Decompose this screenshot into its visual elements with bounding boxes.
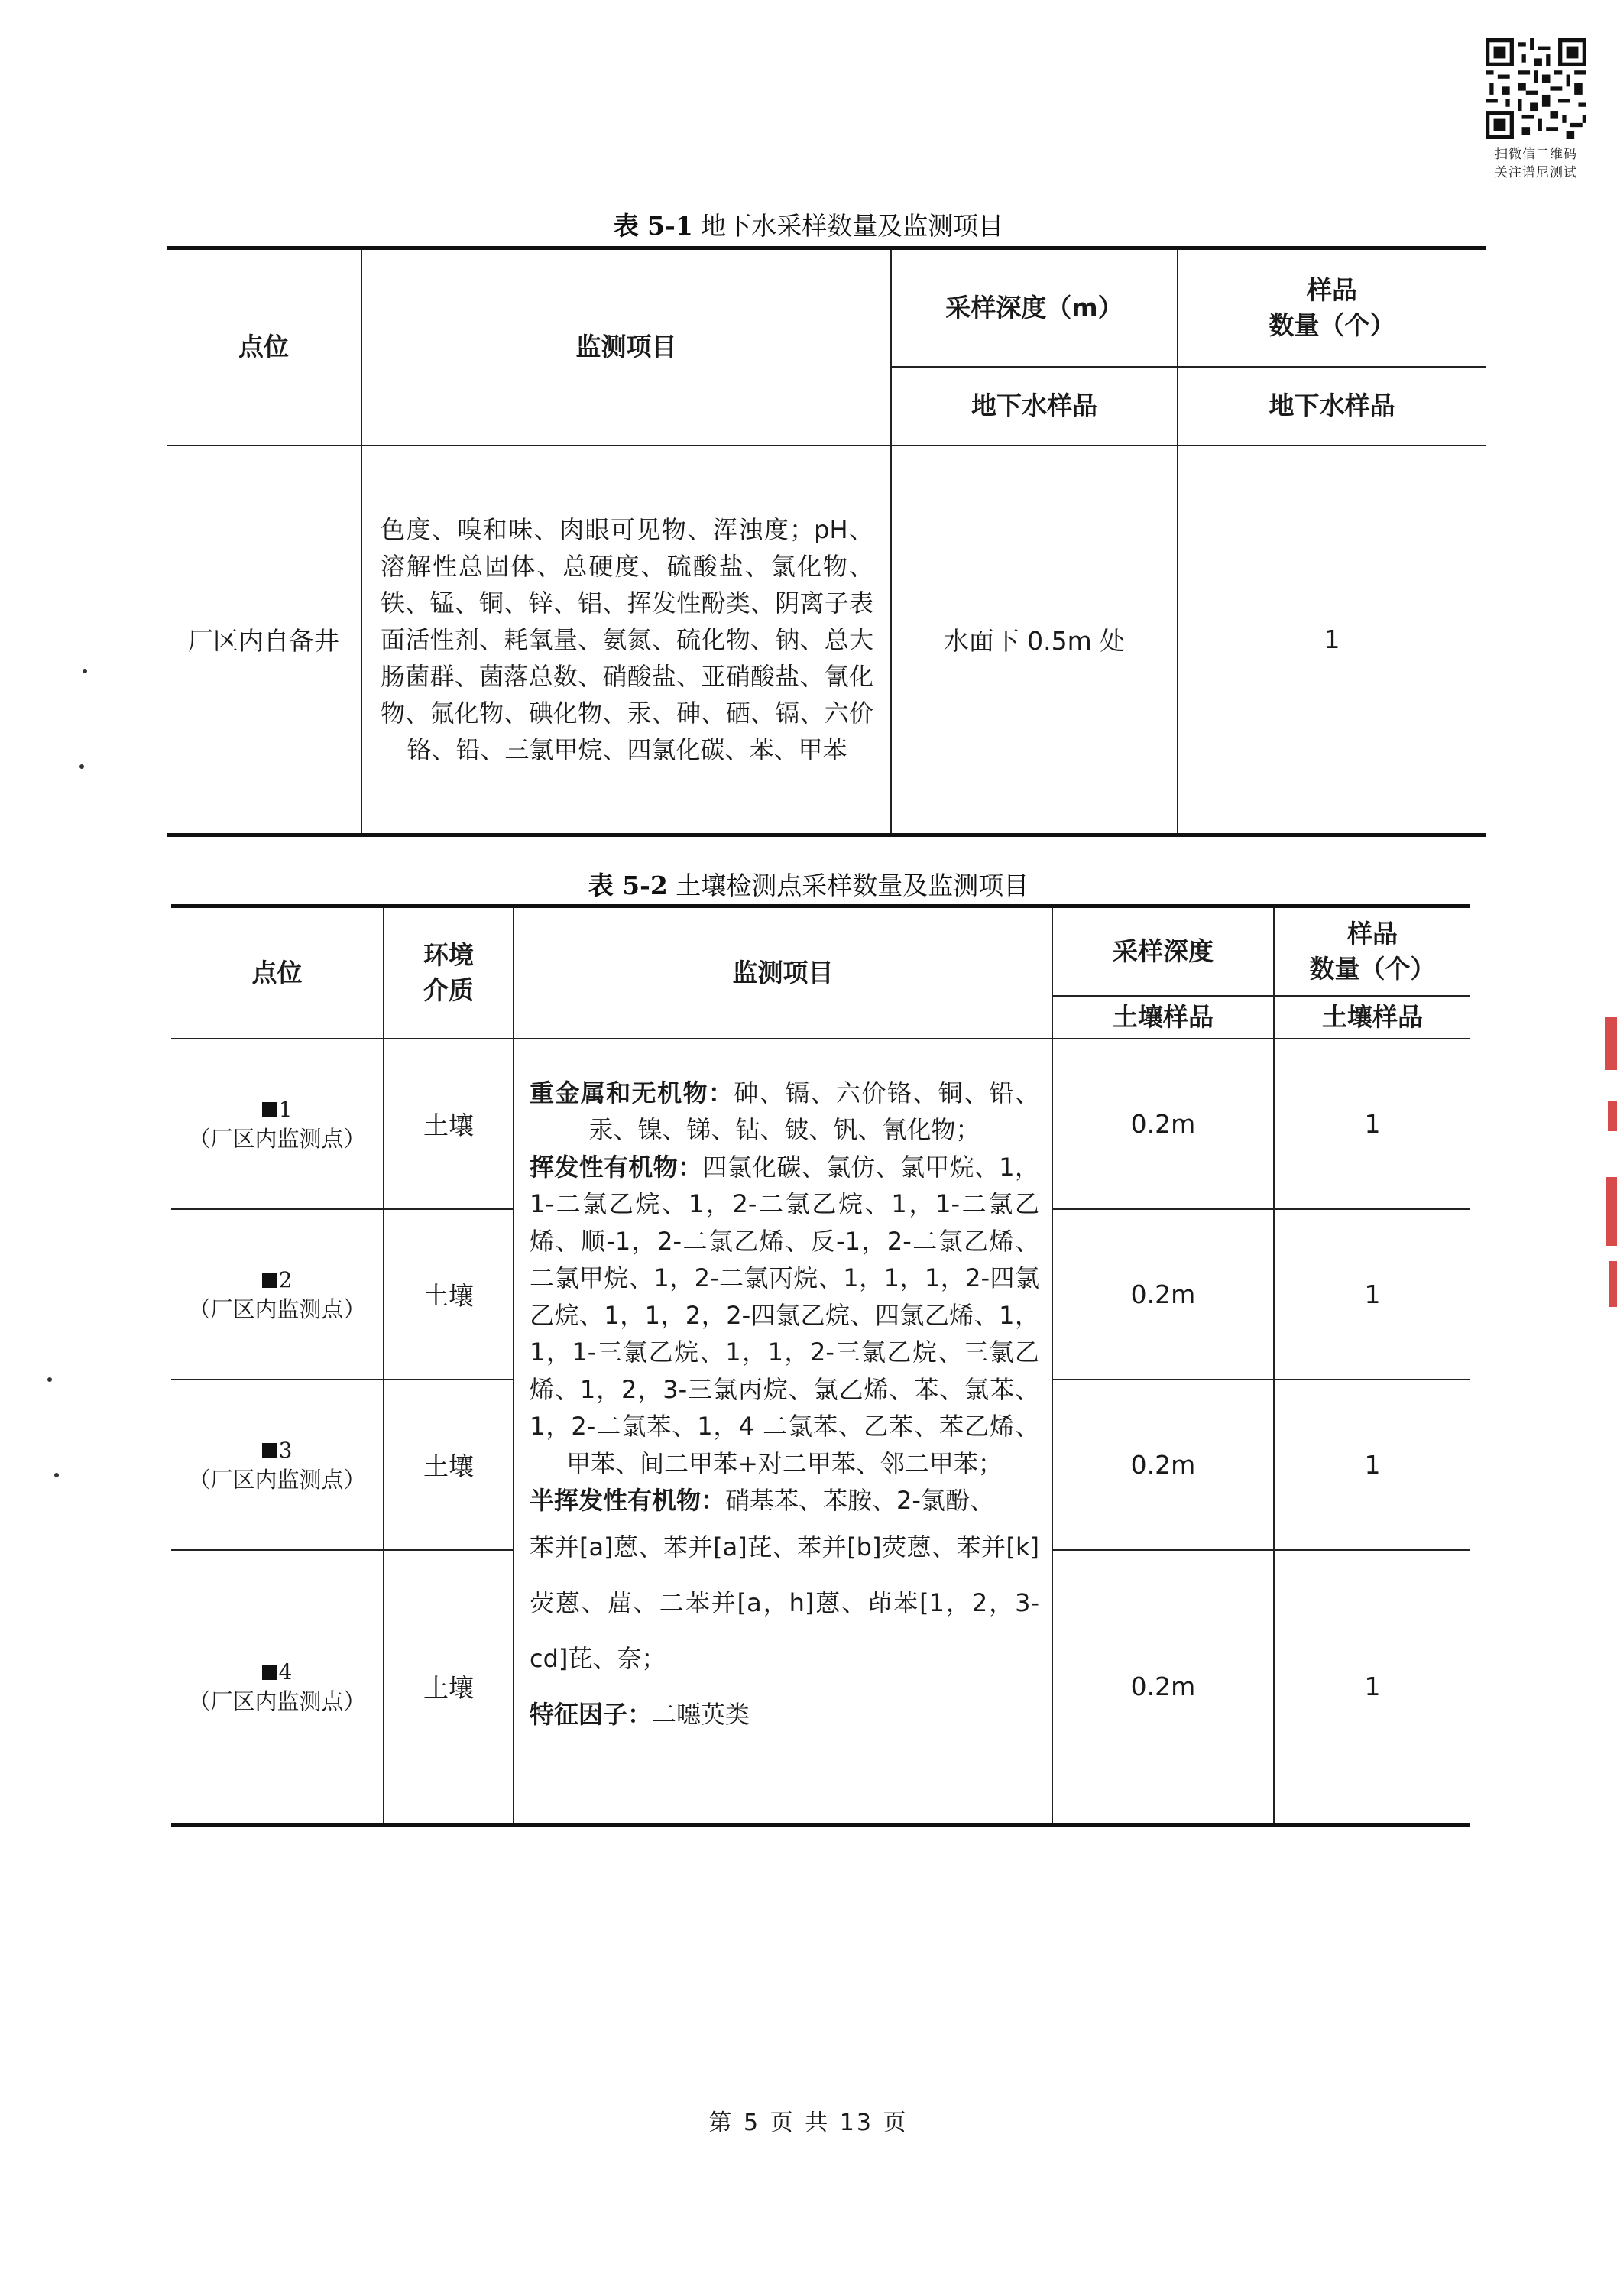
- t2-row4-depth: 0.2m: [1052, 1550, 1274, 1825]
- t2-row3-depth: 0.2m: [1052, 1380, 1274, 1550]
- t2-row1-point-desc: （厂区内监测点）: [188, 1125, 366, 1152]
- t2-header-depth: 采样深度: [1052, 906, 1274, 996]
- t1-row-point: 厂区内自备井: [167, 446, 361, 835]
- t2-header-medium-line2: 介质: [423, 975, 474, 1005]
- t1-row-qty: 1: [1178, 446, 1486, 835]
- t2-header-items: 监测项目: [514, 906, 1052, 1039]
- table1-caption: [0, 206, 1617, 242]
- t1-header-depth-sub: 地下水样品: [891, 367, 1178, 446]
- t1-header-qty-line2: 数量（个）: [1269, 310, 1395, 340]
- t2-header-medium: [384, 906, 514, 1039]
- t2-row1-depth: 0.2m: [1052, 1039, 1274, 1209]
- t2-items-char: [530, 1687, 1039, 1743]
- page-footer: 第 5 页 共 13 页: [708, 2110, 909, 2136]
- t2-header-qty-sub: 土壤样品: [1274, 996, 1470, 1039]
- t2-row3-medium: 土壤: [384, 1380, 514, 1550]
- t2-items-cell: [514, 1039, 1052, 1825]
- t2-row2-point-desc: （厂区内监测点）: [188, 1296, 366, 1322]
- t1-header-items: 监测项目: [361, 248, 891, 446]
- table2-caption-number: 表 5-2: [588, 871, 668, 900]
- t2-header-qty-line2: 数量（个）: [1309, 953, 1436, 984]
- scan-speck: [54, 1473, 59, 1477]
- t2-items-heavy: [530, 1075, 1039, 1149]
- table1-caption-text: 地下水采样数量及监测项目: [701, 211, 1004, 241]
- t2-row2-depth: 0.2m: [1052, 1209, 1274, 1380]
- seal-edge-mark: [1606, 1177, 1617, 1246]
- table1-caption-number: 表 5-1: [613, 211, 693, 241]
- t2-items-char-text: 二噁英类: [652, 1699, 750, 1729]
- square-marker-icon: [262, 1443, 277, 1458]
- t2-items-heavy-title: 重金属和无机物：: [530, 1078, 734, 1107]
- table2-caption-text: 土壤检测点采样数量及监测项目: [676, 871, 1029, 900]
- t2-items-svoc-title: 半挥发性有机物：: [530, 1486, 726, 1515]
- t2-row2-medium: 土壤: [384, 1209, 514, 1380]
- qr-code-icon: [1486, 38, 1586, 139]
- t2-row1-point-num: 1: [278, 1096, 293, 1122]
- t1-header-qty-line1: 样品: [1307, 274, 1357, 305]
- t2-row3-point-num: 3: [278, 1437, 293, 1463]
- t2-row1-point: [171, 1039, 384, 1209]
- t2-items-char-title: 特征因子：: [530, 1699, 653, 1729]
- t2-items-voc: [530, 1149, 1039, 1483]
- t2-items-svoc-continued: 苯并[a]蒽、苯并[a]芘、苯并[b]荧蒽、苯并[k]荧蒽、䓛、二苯并[a，h]蒽、茚苯[1，2，3-cd]芘、奈；: [530, 1532, 1039, 1673]
- t1-header-depth: 采样深度（m）: [891, 248, 1178, 367]
- t2-row4-qty: 1: [1274, 1550, 1470, 1825]
- t2-row2-point: [171, 1209, 384, 1380]
- t2-row2-point-num: 2: [278, 1266, 293, 1292]
- scan-speck: [47, 1377, 52, 1382]
- t2-header-qty: [1274, 906, 1470, 996]
- square-marker-icon: [262, 1102, 277, 1117]
- square-marker-icon: [262, 1665, 277, 1680]
- t2-row4-point: [171, 1550, 384, 1825]
- t2-header-medium-line1: 环境: [423, 939, 474, 970]
- t2-items-heavy-text: 砷、镉、六价铬、铜、铅、汞、镍、锑、钴、铍、钒、氰化物；: [588, 1078, 1039, 1144]
- t2-header-qty-line1: 样品: [1347, 918, 1398, 949]
- t2-row3-point-desc: （厂区内监测点）: [188, 1466, 366, 1493]
- t2-row3-point: [171, 1380, 384, 1550]
- t2-row1-qty: 1: [1274, 1039, 1470, 1209]
- t2-header-point: 点位: [171, 906, 384, 1039]
- qr-code-block: [1479, 38, 1593, 182]
- t2-row2-qty: 1: [1274, 1209, 1470, 1380]
- t1-header-qty: [1178, 248, 1486, 367]
- t2-items-voc-text: 四氯化碳、氯仿、氯甲烷、1，1-二氯乙烷、1，2-二氯乙烷、1，1-二氯乙烯、顺-1，2-二氯乙烯、反-1，2-二氯乙烯、二氯甲烷、1，2-二氯丙烷、1，1，1，2-四氯乙烷、1，1，2，2-四氯乙烷、四氯乙烯、1，1，1-三氯乙烷、1，1，2-三氯乙烷、三氯乙烯、1，2，3-三氯丙烷、氯乙烯、苯、氯苯、1，2-二氯苯、1，4 二氯苯、乙苯、苯乙烯、甲苯、间二甲苯+对二甲苯、邻二甲苯；: [530, 1152, 1039, 1478]
- table2-caption: [0, 866, 1617, 902]
- soil-sampling-table: [171, 904, 1470, 1827]
- t2-row4-medium: 土壤: [384, 1550, 514, 1825]
- table-row: [171, 1039, 1470, 1209]
- qr-caption-line2: 关注谱尼测试: [1495, 165, 1577, 180]
- t2-header-depth-sub: 土壤样品: [1052, 996, 1274, 1039]
- scan-speck: [83, 669, 87, 673]
- t2-items-voc-title: 挥发性有机物：: [530, 1152, 703, 1182]
- t2-items-svoc-text: 硝基苯、苯胺、2-氯酚、: [725, 1486, 994, 1515]
- t2-row3-qty: 1: [1274, 1380, 1470, 1550]
- qr-caption-line1: 扫微信二维码: [1495, 147, 1577, 162]
- t2-row1-medium: 土壤: [384, 1039, 514, 1209]
- square-marker-icon: [262, 1273, 277, 1288]
- t2-row4-point-num: 4: [278, 1659, 293, 1685]
- scan-speck: [79, 764, 84, 769]
- t2-row4-point-desc: （厂区内监测点）: [188, 1688, 366, 1715]
- t1-row-items: 色度、嗅和味、肉眼可见物、浑浊度；pH、溶解性总固体、总硬度、硫酸盐、氯化物、铁、锰、铜、锌、铝、挥发性酚类、阴离子表面活性剂、耗氧量、氨氮、硫化物、钠、总大肠菌群、菌落总数、硝酸盐、亚硝酸盐、氰化物、氟化物、碘化物、汞、砷、硒、镉、六价铬、铅、三氯甲烷、四氯化碳、苯、甲苯: [361, 446, 891, 835]
- t1-header-point: 点位: [167, 248, 361, 446]
- seal-edge-mark: [1605, 1017, 1617, 1070]
- t2-items-svoc: [530, 1482, 1039, 1519]
- groundwater-sampling-table: [167, 246, 1486, 837]
- seal-edge-mark: [1609, 1261, 1617, 1307]
- t1-header-qty-sub: 地下水样品: [1178, 367, 1486, 446]
- seal-edge-mark: [1608, 1101, 1617, 1131]
- t1-row-depth: 水面下 0.5m 处: [891, 446, 1178, 835]
